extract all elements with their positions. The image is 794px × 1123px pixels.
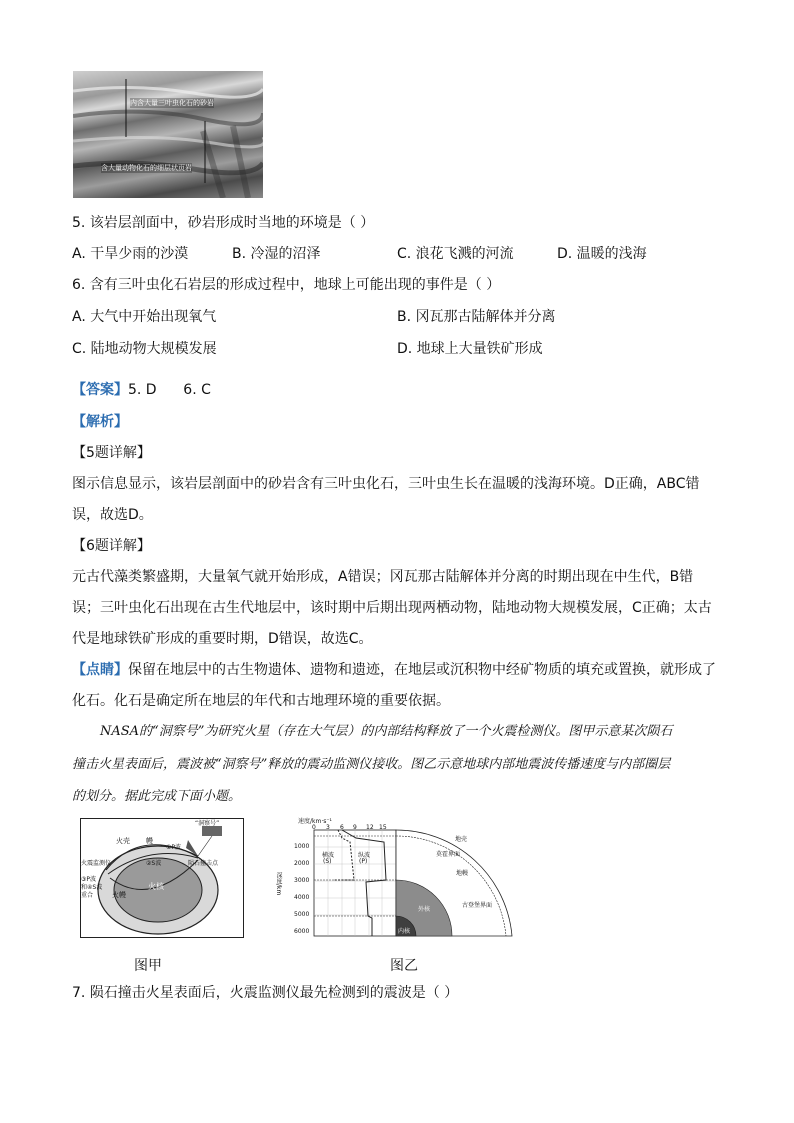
- fig-yi-xtick-4: 12: [366, 824, 374, 831]
- q6-option-c[interactable]: C. 陆地动物大规模发展: [72, 341, 217, 357]
- fig-jia-mantle: 火幔: [112, 891, 126, 899]
- mars-interior-diagram: [80, 818, 244, 938]
- fig-yi-xtick-5: 15: [379, 824, 387, 831]
- detail5-text2: 误，故选D。: [72, 507, 153, 523]
- note-text1: 保留在地层中的古生物遗体、遗物和遗迹，在地层或沉积物中经矿物质的填充或置换，就形成了: [128, 662, 716, 678]
- q7-stem: 7. 陨石撞击火星表面后，火震监测仪最先检测到的震波是（ ）: [72, 985, 459, 1001]
- fig-jia-core: 火核: [148, 882, 164, 891]
- passage-line3: 的划分。据此完成下面小题。: [72, 789, 242, 804]
- figure-jia: [80, 818, 244, 938]
- q5-option-b[interactable]: B. 冷湿的沼泽: [232, 246, 321, 262]
- fig-yi-xtick-3: 9: [353, 824, 357, 831]
- fig-yi-gutenberg: 古登堡界面: [462, 902, 493, 909]
- fig-yi-inner-core: 内核: [398, 928, 411, 935]
- analysis-label-text: 【解析】: [72, 414, 128, 430]
- fig-yi-ytick-0: 1000: [294, 843, 310, 850]
- rock-strata-photo: [73, 71, 263, 198]
- fig-yi-ytick-4: 5000: [294, 911, 310, 918]
- detail6-title: 【6题详解】: [72, 538, 151, 554]
- q6-stem: 6. 含有三叶虫化石岩层的形成过程中，地球上可能出现的事件是（ ）: [72, 277, 501, 293]
- detail5-title: 【5题详解】: [72, 445, 151, 461]
- fig-yi-s-wave: 横波: [322, 852, 335, 859]
- fig-yi-xtick-1: 3: [326, 824, 330, 831]
- fig-jia-monitor: 火震监测仪: [81, 860, 112, 867]
- fig-jia-mantle-lbl: 幔: [146, 837, 153, 845]
- q5-stem: 5. 该岩层剖面中，砂岩形成时当地的环境是（ ）: [72, 215, 375, 231]
- fig-jia-merge3: 重合: [81, 892, 94, 899]
- figure-yi: [272, 816, 524, 940]
- fig-yi-crust: 地壳: [455, 836, 468, 843]
- answer-label: 【答案】: [72, 382, 128, 398]
- fig-yi-s-wave2: (S): [323, 858, 332, 865]
- q6-option-a[interactable]: A. 大气中开始出现氧气: [72, 309, 217, 325]
- fig-jia-s-wave: ②S波: [146, 860, 162, 867]
- fig-jia-caption: 图甲: [134, 958, 162, 974]
- q5-option-c[interactable]: C. 浪花飞溅的河流: [397, 246, 514, 262]
- passage-line1: NASA的“洞察号”为研究火星（存在大气层）的内部结构释放了一个火震检测仪。图甲示意某次陨石: [100, 724, 673, 739]
- fig-yi-p-wave2: (P): [359, 858, 368, 865]
- fig-yi-p-wave: 纵波: [358, 852, 371, 859]
- note-line1: [72, 660, 716, 680]
- fig-jia-merge1: ③P波: [81, 876, 96, 883]
- analysis-label: [72, 412, 128, 432]
- earth-seismic-diagram: [272, 816, 524, 940]
- detail6-line3: 代是地球铁矿形成的重要时期，D错误，故选C。: [72, 631, 373, 647]
- photo-label-top: 内含大量三叶虫化石的砂岩: [130, 99, 214, 107]
- fig-jia-crust: 火壳: [116, 837, 130, 845]
- q6-option-d[interactable]: D. 地球上大量铁矿形成: [397, 341, 543, 357]
- fig-yi-mantle: 地幔: [456, 870, 469, 877]
- fig-yi-caption: 图乙: [390, 958, 418, 974]
- fig-yi-ytick-3: 4000: [294, 894, 310, 901]
- answer-line: [72, 380, 211, 400]
- fig-jia-meteor: 陨石撞击点: [188, 860, 219, 867]
- photo-label-bottom: 含大量动物化石的细层状页岩: [101, 164, 192, 172]
- fig-yi-outer-core: 外核: [418, 906, 431, 913]
- fig-yi-moho: 莫霍界面: [436, 851, 461, 858]
- answer-text: 5. D 6. C: [128, 382, 211, 398]
- q5-option-a[interactable]: A. 干旱少雨的沙漠: [72, 246, 189, 262]
- q5-option-d[interactable]: D. 温暖的浅海: [557, 246, 647, 262]
- q6-option-b[interactable]: B. 冈瓦那古陆解体并分离: [397, 309, 556, 325]
- fig-yi-depth-label: 深度/km: [275, 872, 282, 896]
- fig-yi-ytick-2: 3000: [294, 877, 310, 884]
- fig-yi-ytick-5: 6000: [294, 928, 310, 935]
- detail6-line2: 误；三叶虫化石出现在古生代地层中，该时期中后期出现两栖动物，陆地动物大规模发展，C正确；太古: [72, 600, 712, 616]
- fig-jia-p-wave: ①P波: [166, 844, 181, 851]
- fig-jia-merge2: 和④S波: [81, 884, 103, 891]
- fig-yi-ytick-1: 2000: [294, 860, 310, 867]
- detail6-line1: 元古代藻类繁盛期，大量氧气就开始形成，A错误；冈瓦那古陆解体并分离的时期出现在中生代，B错: [72, 569, 694, 585]
- detail5-text: 图示信息显示，该岩层剖面中的砂岩含有三叶虫化石，三叶虫生长在温暖的浅海环境。D正确，ABC错: [72, 476, 700, 492]
- passage-line2: 撞击火星表面后，震波被“洞察号”释放的震动监测仪接收。图乙示意地球内部地震波传播速度与内部圈层: [72, 757, 671, 772]
- fig-yi-xtick-2: 6: [340, 824, 344, 831]
- fig-jia-insight: “洞察号”: [195, 820, 220, 827]
- fig-yi-speed-label: 速度/km·s⁻¹: [298, 818, 332, 825]
- note-label: 【点睛】: [72, 662, 128, 678]
- note-line2: 化石。化石是确定所在地层的年代和古地理环境的重要依据。: [72, 693, 450, 709]
- fig-yi-xtick-0: 0: [312, 824, 316, 831]
